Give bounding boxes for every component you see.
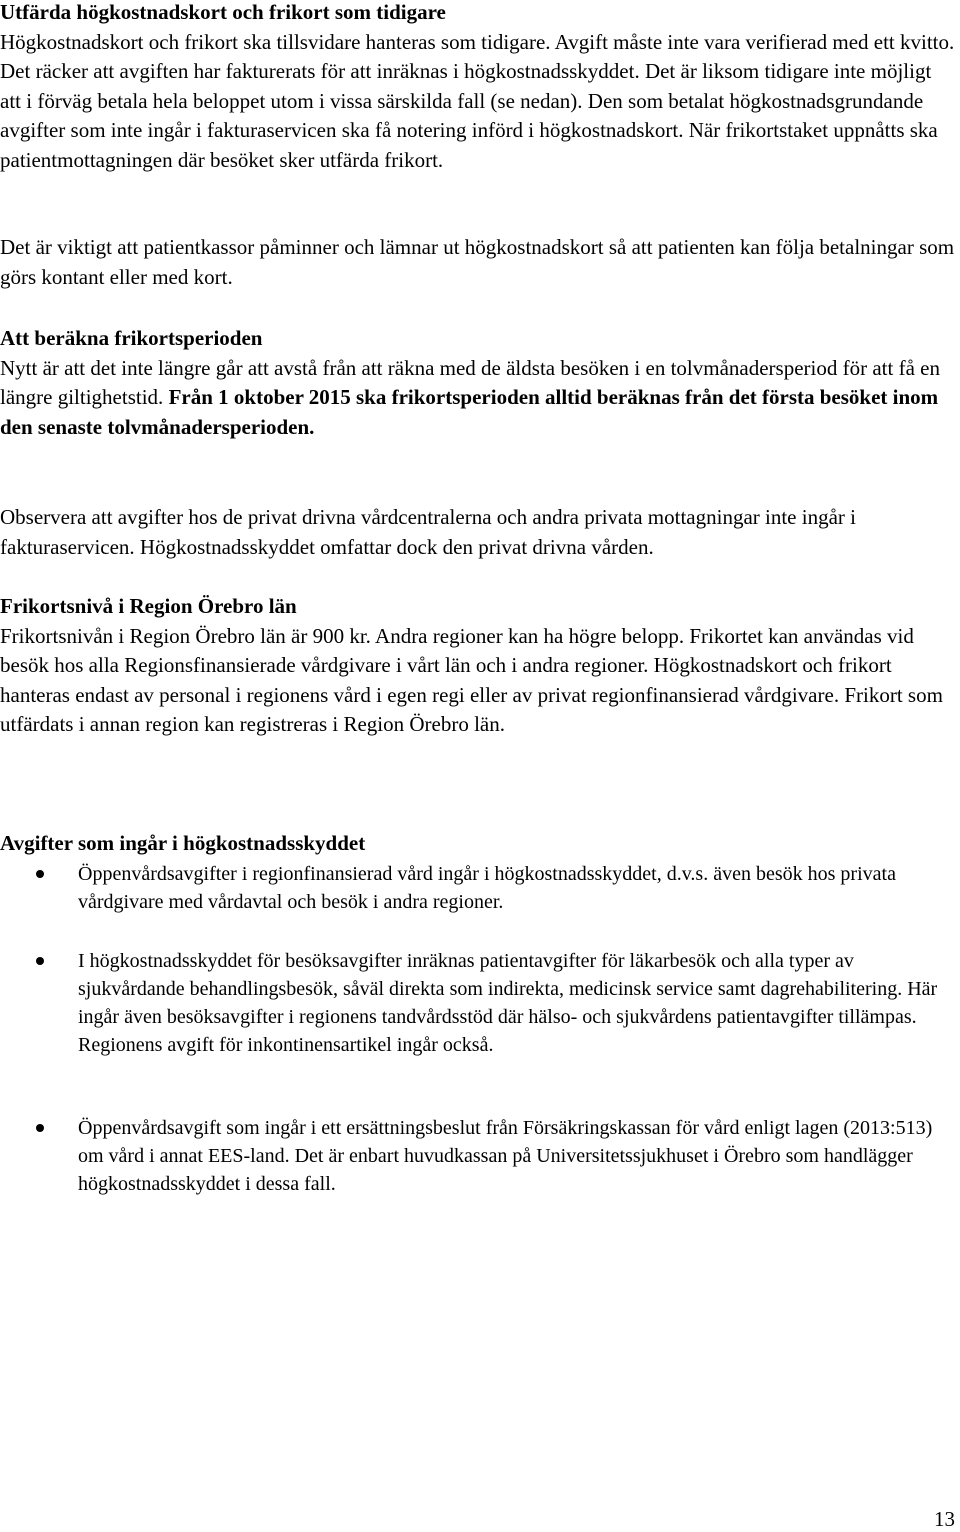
list-item [78,1114,948,1198]
bullet-icon [36,870,44,878]
list-item-text: I högkostnadsskyddet för besöksavgifter inräknas patientavgifter för läkarbesök och alla typer av sjukvårdande behandlingsbesök, såväl direkta som indirekta, medicinsk service samt dagrehabilitering. Här ingår även besöksavgifter i regionens tandvårdsstöd där hälso- och sjukvårdens patientavgifter tillämpas. Regionens avgift för inkontinensartikel ingår också. [78,950,938,1056]
section-issue-cards [0,0,955,175]
section-reminder [0,233,955,292]
list-item [78,860,948,916]
page-number: 13 [934,1507,955,1531]
list-item-text: Öppenvårdsavgift som ingår i ett ersättningsbeslut från Försäkringskassan för vård enligt lagen (2013:513) om vård i annat EES-land. Det är enbart huvudkassan på Universitetssjukhuset i Örebro som handlägger högkostnadsskyddet i dessa fall. [78,1117,933,1195]
paragraph-reminder: Det är viktigt att patientkassor påminner och lämnar ut högkostnadskort så att patienten kan följa betalningar som görs kontant eller med kort. [0,235,955,289]
paragraph-calculate-period [0,354,955,443]
section-free-card-level [0,592,955,740]
list-item [78,947,948,1059]
section-fees-included [0,829,955,859]
bullet-icon [36,957,44,965]
section-observe-private [0,503,955,562]
paragraph-observe-private: Observera att avgifter hos de privat drivna vårdcentralerna och andra privata mottagningar inte ingår i fakturaservicen. Högkostnadsskyddet omfattar dock den privat drivna vården. [0,505,856,559]
paragraph-calculate-period-normal: Nytt är att det inte längre går att avstå från att räkna med de äldsta besöken i en tolvmånadersperiod för att få en längre giltighetstid. [0,355,940,409]
heading-issue-cards: Utfärda högkostnadskort och frikort som tidigare [0,0,446,24]
heading-fees-included: Avgifter som ingår i högkostnadsskyddet [0,831,366,855]
paragraph-free-card-level: Frikortsnivån i Region Örebro län är 900 kr. Andra regioner kan ha högre belopp. Frikortet kan användas vid besök hos alla Regionsfinansierade vårdgivare i vårt län och i andra regioner. Högkostnadskort och frikort hanteras endast av personal i regionens vård i egen regi eller av privat regionfinansierad vårdgivare. Frikort som utfärdats i annan region kan registreras i Region Örebro län. [0,623,943,736]
bullet-icon [36,1124,44,1132]
paragraph-issue-cards: Högkostnadskort och frikort ska tillsvidare hanteras som tidigare. Avgift måste inte vara verifierad med ett kvitto. Det räcker att avgiften har fakturerats för att inräknas i högkostnadsskyddet. Det är liksom tidigare inte möjligt att i förväg betala hela beloppet utom i vissa särskilda fall (se nedan). Den som betalat högkostnadsgrundande avgifter som inte ingår i fakturaservicen ska få notering införd i högkostnadskort. När frikortstaket uppnåtts ska patientmottagningen där besöket sker utfärda frikort. [0,29,955,172]
heading-free-card-level: Frikortsnivå i Region Örebro län [0,594,297,618]
section-calculate-period [0,324,955,442]
list-item-text: Öppenvårdsavgifter i regionfinansierad vård ingår i högkostnadsskyddet, d.v.s. även besök hos privata vårdgivare med vårdavtal och besök i andra regioner. [78,863,896,913]
heading-calculate-period: Att beräkna frikortsperioden [0,326,263,350]
paragraph-calculate-period-bold: Från 1 oktober 2015 ska frikortsperioden alltid beräknas från det första besöket inom den senaste tolvmånadersperioden. [0,385,939,439]
